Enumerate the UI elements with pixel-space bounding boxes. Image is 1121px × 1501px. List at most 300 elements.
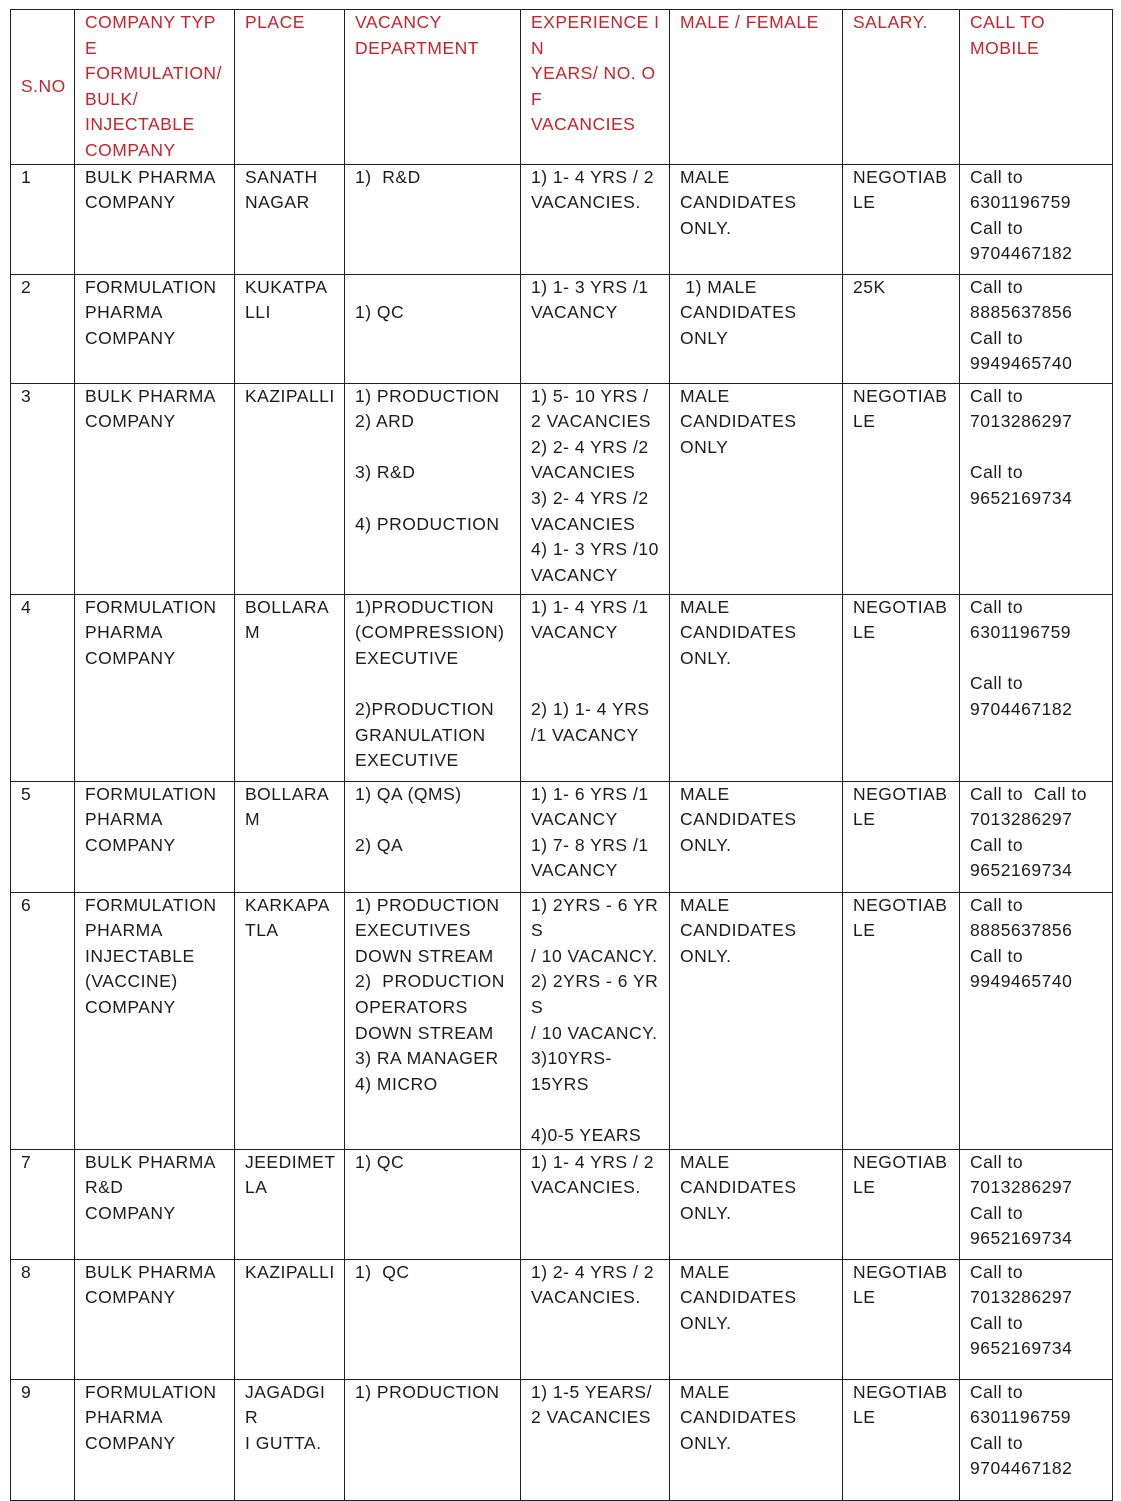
cell-call	[960, 383, 1113, 594]
cell-sno	[11, 383, 75, 594]
cell-experience	[521, 164, 670, 274]
cell-gender-line: CANDIDATES	[680, 920, 797, 941]
cell-company-line: PHARMA	[85, 302, 163, 323]
cell-company-line: FORMULATION	[85, 783, 217, 804]
cell-experience-line: / 10 VACANCY.	[531, 945, 658, 966]
cell-call-line: 7013286297	[970, 1177, 1073, 1198]
cell-sno	[11, 1259, 75, 1379]
cell-company-line: PHARMA	[85, 1407, 163, 1428]
cell-call-line: Call to	[970, 462, 1024, 483]
cell-company	[75, 274, 235, 383]
cell-company	[75, 1259, 235, 1379]
cell-vacancy-line: EXECUTIVE	[355, 750, 459, 771]
cell-company	[75, 383, 235, 594]
cell-experience-line: 3)10YRS-	[531, 1048, 612, 1069]
cell-gender	[670, 1259, 843, 1379]
cell-call-line: Call to	[970, 276, 1024, 297]
cell-company-line: FORMULATION	[85, 1381, 217, 1402]
cell-company-line: COMPANY	[85, 1202, 176, 1223]
cell-experience-line: VACANCIES.	[531, 1177, 641, 1198]
cell-experience-line: 4) 1- 3 YRS /10	[531, 539, 659, 560]
cell-experience-line	[531, 1097, 663, 1123]
cell-salary	[843, 383, 960, 594]
cell-salary-line: NEGOTIAB	[853, 1261, 948, 1282]
cell-salary	[843, 1149, 960, 1259]
cell-call-line: 6301196759	[970, 192, 1072, 213]
cell-experience-line: 1) 2- 4 YRS / 2	[531, 1261, 654, 1282]
cell-call	[960, 781, 1113, 892]
cell-place	[235, 274, 345, 383]
cell-call	[960, 1379, 1113, 1500]
cell-salary-line: LE	[853, 411, 876, 432]
header-gender-label: MALE / FEMALE	[680, 12, 819, 32]
cell-company-line: COMPANY	[85, 1287, 176, 1308]
cell-experience-line: VACANCY	[531, 622, 618, 643]
cell-call-line: 7013286297	[970, 1287, 1073, 1308]
cell-place-line: KAZIPALLI	[245, 385, 335, 406]
cell-call-line: 7013286297	[970, 411, 1073, 432]
header-sno-label: S.NO	[21, 75, 66, 96]
cell-company-line: BULK PHARMA	[85, 385, 216, 406]
cell-place-line: M	[245, 622, 261, 643]
cell-gender-line: ONLY.	[680, 1432, 732, 1453]
cell-gender-line: CANDIDATES	[680, 302, 797, 323]
cell-company-line: BULK PHARMA	[85, 166, 216, 187]
cell-company-line: COMPANY	[85, 327, 176, 348]
cell-experience-line: 1) 1- 4 YRS /1	[531, 596, 649, 617]
cell-vacancy-line: 4) PRODUCTION	[355, 513, 500, 534]
cell-place-line: JEEDIMET	[245, 1151, 336, 1172]
cell-salary-line: LE	[853, 809, 876, 830]
cell-call-line: Call to	[970, 834, 1024, 855]
cell-gender-line: CANDIDATES	[680, 1287, 797, 1308]
cell-place-line: NAGAR	[245, 192, 310, 213]
row-number: 4	[21, 596, 32, 617]
cell-call	[960, 274, 1113, 383]
cell-vacancy	[345, 594, 521, 781]
table-row	[11, 1259, 1113, 1379]
cell-call-line: Call to	[970, 1261, 1024, 1282]
cell-vacancy-line: 3) RA MANAGER	[355, 1048, 499, 1069]
cell-place	[235, 594, 345, 781]
cell-company	[75, 1149, 235, 1259]
cell-place-line: I GUTTA.	[245, 1432, 322, 1453]
cell-call-line: Call to	[970, 945, 1024, 966]
cell-vacancy	[345, 164, 521, 274]
cell-call-line: 9652169734	[970, 1338, 1073, 1359]
cell-place	[235, 1259, 345, 1379]
cell-vacancy-line: 1) R&D	[355, 166, 421, 187]
cell-gender-line: MALE	[680, 385, 730, 406]
cell-salary-line: 25K	[853, 276, 886, 297]
cell-gender-line: ONLY.	[680, 217, 732, 238]
cell-call-line: 8885637856	[970, 920, 1073, 941]
cell-experience-line: 4)0-5 YEARS	[531, 1124, 642, 1145]
cell-experience-line: VACANCY	[531, 564, 618, 585]
cell-company	[75, 892, 235, 1149]
cell-company	[75, 1379, 235, 1500]
header-place-label: PLACE	[245, 12, 305, 32]
cell-experience	[521, 594, 670, 781]
cell-call	[960, 164, 1113, 274]
header-experience-line: VACANCIES	[531, 114, 636, 135]
cell-experience-line: VACANCIES.	[531, 1287, 641, 1308]
cell-call-line: 7013286297	[970, 809, 1073, 830]
cell-experience-line: 15YRS	[531, 1073, 589, 1094]
header-company-line: COMPANY TYPE	[85, 12, 216, 58]
cell-vacancy	[345, 781, 521, 892]
cell-experience-line: VACANCIES.	[531, 192, 641, 213]
cell-experience	[521, 383, 670, 594]
cell-gender	[670, 383, 843, 594]
cell-call-line: Call to	[970, 673, 1024, 694]
cell-place-line: KUKATPA	[245, 276, 328, 297]
cell-sno	[11, 892, 75, 1149]
cell-vacancy-line: DOWN STREAM	[355, 1022, 494, 1043]
cell-gender-line: MALE	[680, 783, 730, 804]
cell-call-line: 6301196759	[970, 1407, 1072, 1428]
cell-place-line: BOLLARA	[245, 596, 330, 617]
cell-call	[960, 594, 1113, 781]
cell-gender-line: ONLY.	[680, 647, 732, 668]
cell-company-line: PHARMA	[85, 622, 163, 643]
cell-experience-line: VACANCY	[531, 809, 618, 830]
cell-experience-line: 3) 2- 4 YRS /2	[531, 487, 649, 508]
cell-company-line: PHARMA	[85, 920, 163, 941]
cell-company	[75, 594, 235, 781]
cell-gender-line: 1) MALE	[680, 276, 757, 297]
header-vacancy-line: VACANCY	[355, 12, 442, 32]
cell-vacancy	[345, 892, 521, 1149]
cell-salary-line: NEGOTIAB	[853, 1381, 948, 1402]
cell-gender-line: CANDIDATES	[680, 1177, 797, 1198]
cell-experience-line: VACANCIES	[531, 513, 636, 534]
cell-call-line: 9652169734	[970, 860, 1073, 881]
cell-place-line: KAZIPALLI	[245, 1261, 335, 1282]
cell-gender	[670, 164, 843, 274]
cell-company-line: COMPANY	[85, 996, 176, 1017]
cell-vacancy-line: 1) PRODUCTION	[355, 1381, 500, 1402]
row-number: 5	[21, 783, 32, 804]
table-row	[11, 594, 1113, 781]
header-call-line: CALL TO	[970, 12, 1046, 32]
cell-call-line: Call to	[970, 385, 1024, 406]
cell-vacancy	[345, 383, 521, 594]
cell-call-line	[970, 435, 1106, 461]
cell-salary-line: NEGOTIAB	[853, 783, 948, 804]
table-body	[11, 164, 1113, 1500]
cell-vacancy-line: GRANULATION	[355, 724, 486, 745]
cell-company-line: FORMULATION	[85, 894, 217, 915]
cell-gender-line: MALE	[680, 894, 730, 915]
cell-company-line: (VACCINE)	[85, 971, 178, 992]
cell-gender-line: MALE	[680, 166, 730, 187]
cell-place-line: SANATH	[245, 166, 318, 187]
table-row	[11, 892, 1113, 1149]
cell-place	[235, 1379, 345, 1500]
cell-company-line: PHARMA	[85, 809, 163, 830]
table-row	[11, 781, 1113, 892]
cell-vacancy-line	[355, 807, 514, 833]
table-row	[11, 1149, 1113, 1259]
cell-experience-line: 2) 2- 4 YRS /2	[531, 436, 649, 457]
cell-experience-line: 1) 1- 4 YRS / 2	[531, 166, 654, 187]
cell-vacancy-line	[355, 275, 514, 301]
cell-vacancy-line: 2) PRODUCTION	[355, 971, 505, 992]
cell-experience	[521, 892, 670, 1149]
cell-company-line: COMPANY	[85, 647, 176, 668]
vacancy-table	[10, 9, 1113, 1501]
header-experience	[521, 10, 670, 165]
cell-gender	[670, 594, 843, 781]
cell-experience-line: / 10 VACANCY.	[531, 1022, 658, 1043]
cell-gender-line: CANDIDATES	[680, 809, 797, 830]
cell-company	[75, 781, 235, 892]
cell-call-line: Call to	[970, 217, 1024, 238]
cell-experience-line: /1 VACANCY	[531, 724, 639, 745]
cell-company-line: INJECTABLE	[85, 945, 195, 966]
cell-salary-line: NEGOTIAB	[853, 385, 948, 406]
cell-vacancy	[345, 274, 521, 383]
cell-vacancy-line	[355, 486, 514, 512]
cell-place-line: BOLLARA	[245, 783, 330, 804]
cell-experience-line: VACANCIES	[531, 462, 636, 483]
cell-call	[960, 892, 1113, 1149]
cell-vacancy	[345, 1379, 521, 1500]
cell-experience-line: 1) 1-5 YEARS/	[531, 1381, 652, 1402]
table-row	[11, 1379, 1113, 1500]
header-row	[11, 10, 1113, 165]
cell-vacancy-line: 1) QC	[355, 302, 405, 323]
cell-gender-line: ONLY.	[680, 1312, 732, 1333]
cell-vacancy-line: 2) QA	[355, 834, 404, 855]
header-experience-line: YEARS/ NO. OF	[531, 63, 656, 109]
cell-gender-line: ONLY	[680, 436, 729, 457]
cell-gender-line: ONLY	[680, 327, 729, 348]
cell-company-line: FORMULATION	[85, 596, 217, 617]
cell-gender	[670, 1379, 843, 1500]
cell-gender-line: MALE	[680, 1151, 730, 1172]
cell-experience-line	[531, 646, 663, 672]
cell-company-line: FORMULATION	[85, 276, 217, 297]
cell-vacancy-line: 1) QA (QMS)	[355, 783, 462, 804]
cell-call-line: 9704467182	[970, 243, 1073, 264]
cell-salary	[843, 1259, 960, 1379]
cell-gender	[670, 274, 843, 383]
header-company-line: INJECTABLE	[85, 114, 195, 135]
cell-place	[235, 781, 345, 892]
cell-sno	[11, 164, 75, 274]
cell-vacancy-line: EXECUTIVE	[355, 647, 459, 668]
cell-call-line: 9949465740	[970, 353, 1073, 374]
cell-call-line: Call to	[970, 596, 1024, 617]
cell-gender-line: CANDIDATES	[680, 192, 797, 213]
cell-gender-line: CANDIDATES	[680, 622, 797, 643]
cell-call-line: Call to	[970, 894, 1024, 915]
cell-company-line: COMPANY	[85, 192, 176, 213]
cell-place	[235, 1149, 345, 1259]
cell-gender-line: ONLY.	[680, 834, 732, 855]
cell-experience-line: 1) 1- 6 YRS /1	[531, 783, 649, 804]
cell-place	[235, 164, 345, 274]
cell-vacancy-line	[355, 671, 514, 697]
cell-sno	[11, 1149, 75, 1259]
header-salary	[843, 10, 960, 165]
header-call-line: MOBILE	[970, 37, 1040, 58]
cell-sno	[11, 274, 75, 383]
cell-vacancy-line: 2)PRODUCTION	[355, 698, 495, 719]
cell-experience-line: 2) 1) 1- 4 YRS	[531, 698, 650, 719]
cell-experience-line: 1) 1- 3 YRS /1	[531, 276, 649, 297]
cell-salary-line: LE	[853, 1177, 876, 1198]
cell-experience-line: 2 VACANCIES	[531, 411, 651, 432]
cell-salary-line: NEGOTIAB	[853, 894, 948, 915]
cell-experience-line: 1) 5- 10 YRS /	[531, 385, 649, 406]
cell-experience	[521, 781, 670, 892]
cell-experience-line: 2) 2YRS - 6 YRS	[531, 971, 659, 1017]
row-number: 6	[21, 894, 32, 915]
cell-call-line: Call to	[970, 1312, 1024, 1333]
cell-call-line: 9704467182	[970, 698, 1073, 719]
cell-salary-line: LE	[853, 1407, 876, 1428]
cell-gender-line: CANDIDATES	[680, 1407, 797, 1428]
cell-vacancy	[345, 1149, 521, 1259]
cell-salary	[843, 1379, 960, 1500]
cell-vacancy	[345, 1259, 521, 1379]
header-company	[75, 10, 235, 165]
cell-experience	[521, 1259, 670, 1379]
cell-call-line	[970, 646, 1106, 672]
cell-gender-line: ONLY.	[680, 945, 732, 966]
header-place	[235, 10, 345, 165]
header-gender	[670, 10, 843, 165]
header-company-line: FORMULATION/	[85, 63, 222, 84]
row-number: 8	[21, 1261, 32, 1282]
table-row	[11, 164, 1113, 274]
cell-vacancy-line: OPERATORS	[355, 996, 468, 1017]
cell-experience-line: 1) 7- 8 YRS /1	[531, 834, 649, 855]
cell-gender	[670, 892, 843, 1149]
cell-salary	[843, 892, 960, 1149]
cell-vacancy-line: 1) QC	[355, 1151, 405, 1172]
cell-salary-line: LE	[853, 1287, 876, 1308]
cell-sno	[11, 781, 75, 892]
cell-company-line: COMPANY	[85, 1432, 176, 1453]
cell-place	[235, 892, 345, 1149]
cell-vacancy-line: DOWN STREAM	[355, 945, 494, 966]
cell-call-line: 9652169734	[970, 1228, 1073, 1249]
cell-place-line: LA	[245, 1177, 268, 1198]
cell-vacancy-line: 1)PRODUCTION	[355, 596, 495, 617]
cell-salary-line: LE	[853, 622, 876, 643]
header-vacancy	[345, 10, 521, 165]
cell-gender-line: MALE	[680, 596, 730, 617]
cell-salary	[843, 781, 960, 892]
cell-place-line: TLA	[245, 920, 279, 941]
cell-company-line: R&D	[85, 1177, 124, 1198]
cell-call-line: Call to	[970, 1202, 1024, 1223]
cell-experience	[521, 274, 670, 383]
cell-company	[75, 164, 235, 274]
cell-gender	[670, 781, 843, 892]
cell-company-line: COMPANY	[85, 411, 176, 432]
cell-call-line: Call to	[970, 327, 1024, 348]
cell-salary-line: LE	[853, 192, 876, 213]
header-company-line: BULK/	[85, 88, 139, 109]
cell-place-line: M	[245, 809, 261, 830]
cell-vacancy-line: EXECUTIVES	[355, 920, 471, 941]
row-number: 3	[21, 385, 32, 406]
table-row	[11, 383, 1113, 594]
header-experience-line: EXPERIENCE IN	[531, 12, 660, 58]
cell-call-line: Call to Call to	[970, 783, 1087, 804]
cell-call-line: 9652169734	[970, 487, 1073, 508]
cell-gender-line: MALE	[680, 1261, 730, 1282]
cell-place-line: JAGADGIR	[245, 1381, 326, 1428]
cell-call-line: 6301196759	[970, 622, 1072, 643]
cell-company-line: COMPANY	[85, 834, 176, 855]
cell-vacancy-line: 1) QC	[355, 1261, 410, 1282]
cell-vacancy-line: 1) PRODUCTION	[355, 385, 500, 406]
cell-call-line: 9949465740	[970, 971, 1073, 992]
cell-gender-line: ONLY.	[680, 1202, 732, 1223]
table-row	[11, 274, 1113, 383]
cell-salary-line: NEGOTIAB	[853, 596, 948, 617]
header-vacancy-line: DEPARTMENT	[355, 37, 479, 58]
cell-experience-line: 2 VACANCIES	[531, 1407, 651, 1428]
cell-sno	[11, 594, 75, 781]
cell-experience-line: VACANCY	[531, 302, 618, 323]
row-number: 9	[21, 1381, 32, 1402]
cell-vacancy-line	[355, 435, 514, 461]
cell-company-line: BULK PHARMA	[85, 1151, 216, 1172]
cell-call-line: Call to	[970, 1381, 1024, 1402]
cell-call-line: 8885637856	[970, 302, 1073, 323]
cell-experience-line: 1) 2YRS - 6 YRS	[531, 894, 659, 941]
cell-gender-line: CANDIDATES	[680, 411, 797, 432]
row-number: 1	[21, 166, 32, 187]
row-number: 7	[21, 1151, 32, 1172]
cell-call-line: 9704467182	[970, 1458, 1073, 1479]
cell-sno	[11, 1379, 75, 1500]
cell-experience	[521, 1379, 670, 1500]
header-salary-label: SALARY.	[853, 12, 928, 32]
cell-vacancy-line: (COMPRESSION)	[355, 622, 505, 643]
cell-salary-line: LE	[853, 920, 876, 941]
cell-salary-line: NEGOTIAB	[853, 166, 948, 187]
header-company-line: COMPANY	[85, 139, 176, 160]
cell-vacancy-line: 4) MICRO	[355, 1073, 438, 1094]
cell-company-line: BULK PHARMA	[85, 1261, 216, 1282]
cell-place-line: KARKAPA	[245, 894, 330, 915]
cell-experience	[521, 1149, 670, 1259]
cell-experience-line	[531, 671, 663, 697]
cell-gender-line: MALE	[680, 1381, 730, 1402]
row-number: 2	[21, 276, 32, 297]
cell-salary-line: NEGOTIAB	[853, 1151, 948, 1172]
cell-salary	[843, 164, 960, 274]
cell-gender	[670, 1149, 843, 1259]
cell-place	[235, 383, 345, 594]
cell-call-line: Call to	[970, 166, 1024, 187]
cell-call-line: Call to	[970, 1432, 1024, 1453]
cell-place-line: LLI	[245, 302, 271, 323]
cell-experience-line: VACANCY	[531, 860, 618, 881]
cell-call	[960, 1149, 1113, 1259]
cell-experience-line: 1) 1- 4 YRS / 2	[531, 1151, 654, 1172]
cell-call-line: Call to	[970, 1151, 1024, 1172]
header-sno	[11, 10, 75, 165]
